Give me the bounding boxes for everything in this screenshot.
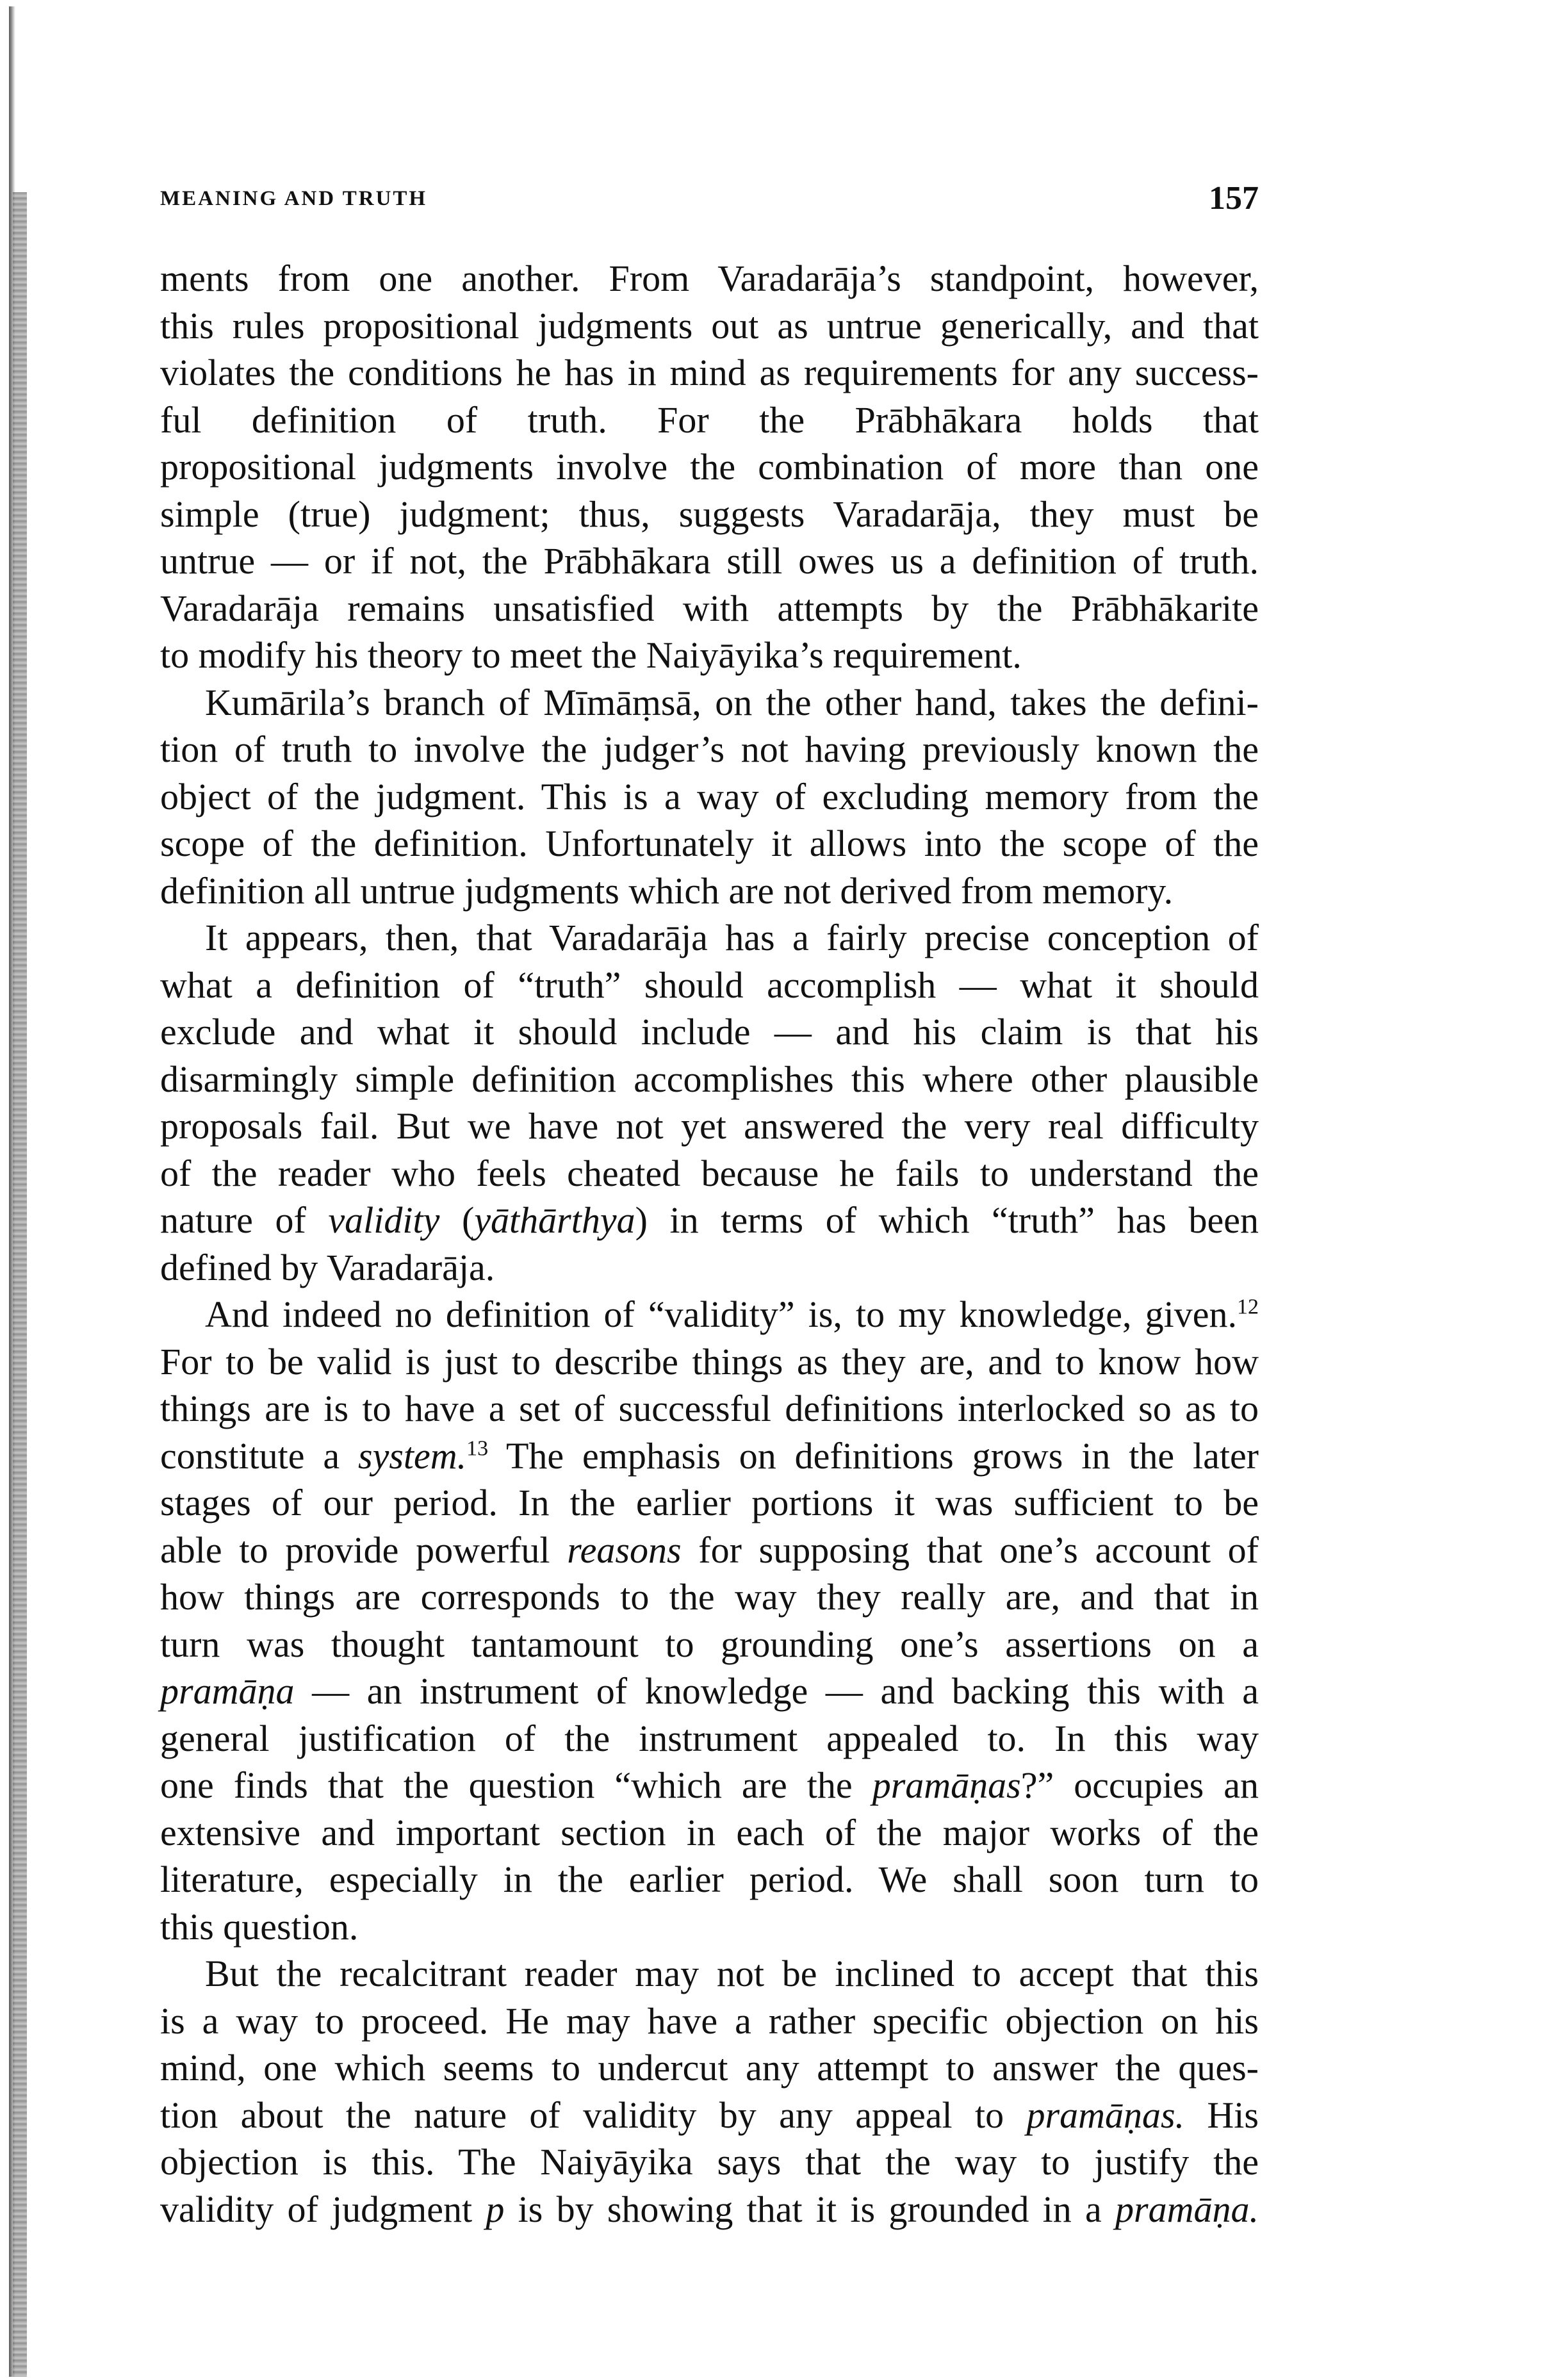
text-segment: for supposing that one’s account of bbox=[681, 1529, 1259, 1571]
text-segment: ) in terms of which “truth” has been bbox=[635, 1199, 1259, 1241]
text-line bbox=[160, 962, 1259, 1009]
text-segment: disarmingly simple definition accomplishes this where other plausible bbox=[160, 1058, 1259, 1100]
running-head bbox=[160, 179, 1259, 218]
text-segment: this rules propositional judgments out as untrue generically, and that bbox=[160, 304, 1259, 347]
text-line bbox=[160, 1903, 1259, 1951]
text-line bbox=[160, 1197, 1259, 1244]
text-segment: violates the conditions he has in mind as requirements for any success- bbox=[160, 352, 1259, 393]
italic-term: pramāṇas. bbox=[1026, 2094, 1185, 2136]
text-line bbox=[160, 2138, 1259, 2186]
text-segment: how things are corresponds to the way they really are, and that in bbox=[160, 1576, 1259, 1618]
running-title: MEANING AND TRUTH bbox=[160, 187, 428, 210]
text-line bbox=[160, 1008, 1259, 1056]
text-line bbox=[160, 1527, 1259, 1574]
paragraph-first-line bbox=[160, 1291, 1259, 1338]
italic-term: reasons bbox=[567, 1529, 682, 1571]
italic-term: pramāṇa bbox=[160, 1670, 295, 1712]
text-segment: what a definition of “truth” should accomplish — what it should bbox=[160, 964, 1259, 1006]
text-segment: nature of bbox=[160, 1199, 329, 1241]
italic-term: pramāṇas bbox=[872, 1764, 1021, 1806]
text-segment: defined by Varadarāja. bbox=[160, 1246, 495, 1288]
paragraph-first-line bbox=[160, 914, 1259, 962]
text-line bbox=[160, 491, 1259, 538]
text-segment: of the reader who feels cheated because he fails to understand the bbox=[160, 1152, 1259, 1194]
text-line bbox=[160, 1998, 1259, 2045]
text-line bbox=[160, 443, 1259, 491]
text-segment: But the recalcitrant reader may not be inclined to accept that this bbox=[205, 1953, 1259, 1994]
text-segment: His bbox=[1184, 2094, 1259, 2136]
text-segment: is by showing that it is grounded in a bbox=[504, 2188, 1116, 2230]
text-line bbox=[160, 773, 1259, 821]
text-line bbox=[160, 1244, 1259, 1292]
text-segment: validity of judgment bbox=[160, 2188, 486, 2230]
scan-binding-shadow bbox=[13, 192, 27, 2377]
text-segment: objection is this. The Naiyāyika says that the way to justify the bbox=[160, 2141, 1259, 2183]
text-segment: stages of our period. In the earlier portions it was sufficient to be bbox=[160, 1482, 1259, 1523]
italic-term: validity bbox=[328, 1199, 440, 1241]
text-line bbox=[160, 255, 1259, 302]
text-segment: It appears, then, that Varadarāja has a fairly precise conception of bbox=[205, 917, 1259, 958]
text-segment: For to be valid is just to describe things as they are, and to know how bbox=[160, 1340, 1259, 1383]
footnote-reference: 12 bbox=[1237, 1295, 1259, 1319]
text-line bbox=[160, 1809, 1259, 1857]
text-line bbox=[160, 867, 1259, 915]
text-line bbox=[160, 1338, 1259, 1386]
text-segment: scope of the definition. Unfortunately it allows into the scope of the bbox=[160, 823, 1259, 864]
text-segment: ?” occupies an bbox=[1020, 1764, 1259, 1806]
text-segment: is a way to proceed. He may have a rather specific objection on his bbox=[160, 1999, 1259, 2042]
text-segment: simple (true) judgment; thus, suggests Varadarāja, they must be bbox=[160, 493, 1259, 535]
text-segment: mind, one which seems to undercut any attempt to answer the ques- bbox=[160, 2047, 1259, 2089]
italic-term: p bbox=[486, 2188, 505, 2230]
text-segment: to modify his theory to meet the Naiyāyika’s requirement. bbox=[160, 634, 1022, 676]
text-line bbox=[160, 1479, 1259, 1527]
text-line bbox=[160, 1150, 1259, 1197]
text-line bbox=[160, 1103, 1259, 1150]
text-segment: turn was thought tantamount to grounding one’s assertions on a bbox=[160, 1623, 1259, 1665]
text-line bbox=[160, 632, 1259, 679]
text-segment: — an instrument of knowledge — and backing this with a bbox=[294, 1670, 1259, 1712]
text-line bbox=[160, 1385, 1259, 1432]
text-line bbox=[160, 397, 1259, 444]
text-line bbox=[160, 1573, 1259, 1621]
text-segment: object of the judgment. This is a way of excluding memory from the bbox=[160, 775, 1259, 817]
text-line bbox=[160, 1856, 1259, 1903]
text-segment: constitute a bbox=[160, 1434, 359, 1477]
text-line bbox=[160, 302, 1259, 350]
text-line bbox=[160, 1621, 1259, 1668]
text-segment: exclude and what it should include — and his claim is that his bbox=[160, 1011, 1259, 1053]
text-segment: one finds that the question “which are the bbox=[160, 1764, 872, 1806]
text-line bbox=[160, 349, 1259, 397]
italic-term: yāthārthya bbox=[474, 1199, 635, 1241]
text-line bbox=[160, 538, 1259, 585]
text-segment: propositional judgments involve the combination of more than one bbox=[160, 446, 1259, 488]
text-segment: ( bbox=[439, 1199, 475, 1241]
text-line bbox=[160, 2044, 1259, 2092]
text-line bbox=[160, 1762, 1259, 1809]
text-segment: untrue — or if not, the Prābhākara still owes us a definition of truth. bbox=[160, 540, 1259, 582]
paragraph-first-line bbox=[160, 679, 1259, 726]
text-line bbox=[160, 2186, 1259, 2233]
text-segment: extensive and important section in each of the major works of the bbox=[160, 1811, 1259, 1853]
text-line bbox=[160, 1715, 1259, 1762]
text-segment: literature, especially in the earlier period. We shall soon turn to bbox=[160, 1859, 1259, 1900]
text-segment: Kumārila’s branch of Mīmāṃsā, on the other hand, takes the defini- bbox=[205, 681, 1259, 723]
page-number: 157 bbox=[1209, 180, 1259, 217]
text-line bbox=[160, 820, 1259, 867]
italic-term: pramāṇa. bbox=[1115, 2188, 1259, 2230]
footnote-reference: 13 bbox=[466, 1436, 489, 1461]
text-segment: tion of truth to involve the judger’s not having previously known the bbox=[160, 728, 1259, 770]
text-line bbox=[160, 726, 1259, 773]
text-segment: general justification of the instrument appealed to. In this way bbox=[160, 1717, 1259, 1759]
text-segment: able to provide powerful bbox=[160, 1529, 568, 1571]
text-segment: Varadarāja remains unsatisfied with attempts by the Prābhākarite bbox=[160, 587, 1259, 629]
text-segment: definition all untrue judgments which are not derived from memory. bbox=[160, 869, 1174, 912]
text-segment: ments from one another. From Varadarāja’s standpoint, however, bbox=[160, 258, 1259, 299]
text-segment: this question. bbox=[160, 1905, 359, 1948]
text-segment: proposals fail. But we have not yet answered the very real difficulty bbox=[160, 1105, 1259, 1147]
italic-term: system. bbox=[358, 1434, 467, 1477]
text-line bbox=[160, 2092, 1259, 2139]
text-segment: And indeed no definition of “validity” is, to my knowledge, given. bbox=[205, 1293, 1237, 1335]
paragraph-first-line bbox=[160, 1950, 1259, 1998]
text-line bbox=[160, 1668, 1259, 1715]
body-text bbox=[160, 255, 1259, 2233]
text-segment: ful definition of truth. For the Prābhākara holds that bbox=[160, 398, 1259, 441]
text-segment: things are is to have a set of successful definitions interlocked so as to bbox=[160, 1388, 1259, 1429]
text-line bbox=[160, 1056, 1259, 1103]
text-line bbox=[160, 1432, 1259, 1480]
text-segment: tion about the nature of validity by any appeal to bbox=[160, 2094, 1027, 2136]
text-segment: The emphasis on definitions grows in the later bbox=[488, 1434, 1259, 1477]
text-line bbox=[160, 585, 1259, 632]
